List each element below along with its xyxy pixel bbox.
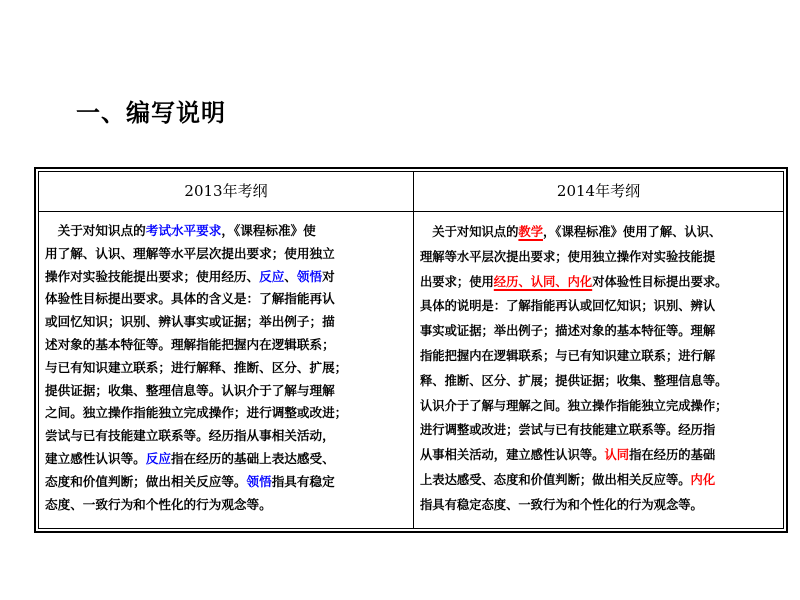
- text-run: 述对象的基本特征等。理解指能把握内在逻辑联系；: [45, 336, 335, 352]
- text-run: 用了解、认识、理解等水平层次提出要求；使用独立: [45, 245, 335, 261]
- text-run: 态度、一致行为和个性化的行为观念等。: [45, 496, 272, 512]
- text-line: [420, 220, 780, 245]
- text-line: [420, 394, 780, 419]
- text-line: [45, 357, 409, 380]
- text-run: 尝试与已有技能建立联系等。经历指从事相关活动，: [45, 428, 335, 444]
- text-line: [420, 245, 780, 270]
- text-line: [45, 448, 409, 471]
- highlight-blue: 领悟: [246, 473, 272, 489]
- text-run: 具体的说明是：了解指能再认或回忆知识；识别、辨认: [420, 298, 716, 314]
- text-line: [420, 443, 780, 468]
- cell-2013-text: [45, 220, 409, 516]
- highlight-blue: 反应: [259, 268, 285, 284]
- text-line: [45, 311, 409, 334]
- text-line: [420, 418, 780, 443]
- text-line: [45, 494, 409, 517]
- text-line: [45, 288, 409, 311]
- text-line: [420, 270, 780, 295]
- text-run: 出要求；使用: [420, 273, 494, 289]
- text-line: [45, 220, 409, 243]
- text-run: 关于对知识点的: [45, 223, 146, 238]
- text-run: 进行调整或改进；尝试与已有技能建立联系等。经历指: [420, 422, 716, 438]
- text-line: [45, 471, 409, 494]
- text-run: 事实或证据；举出例子；描述对象的基本特征等。理解: [420, 323, 716, 339]
- text-line: [420, 294, 780, 319]
- text-run: 操作对实验技能提出要求；使用经历、: [45, 268, 260, 284]
- text-run: 释、推断、区分、扩展；提供证据；收集、整理信息等。: [420, 372, 728, 388]
- text-run: 态度和价值判断；做出相关反应等。: [45, 473, 247, 489]
- text-run: 理解等水平层次提出要求；使用独立操作对实验技能提: [420, 248, 716, 264]
- text-line: [420, 493, 780, 518]
- text-line: [420, 319, 780, 344]
- text-run: 建立感性认识等。: [45, 450, 146, 466]
- text-line: [420, 369, 780, 394]
- column-divider: [413, 172, 414, 528]
- table-inner: [38, 171, 784, 529]
- highlight-red: 内化: [690, 471, 716, 487]
- header-2013: 2013年考纲: [184, 182, 268, 200]
- header-2014: 2014年考纲: [556, 182, 641, 200]
- text-run: ，《课程标准》使用了解、认识、: [543, 224, 722, 239]
- text-line: [45, 380, 409, 403]
- text-line: [420, 344, 780, 369]
- text-run: 指能把握内在逻辑联系；与已有知识建立联系；进行解: [420, 347, 716, 363]
- text-line: [45, 334, 409, 357]
- text-line: [45, 402, 409, 425]
- text-run: ，《课程标准》使: [221, 223, 316, 238]
- highlight-blue: 反应: [145, 450, 171, 466]
- text-run: 认识介于了解与理解之间。独立操作指能独立完成操作；: [420, 397, 728, 413]
- text-run: 指在经历的基础: [629, 447, 716, 463]
- text-line: [45, 266, 409, 289]
- header-divider: [39, 211, 783, 212]
- text-run: 对: [322, 268, 335, 284]
- highlight-red: 经历、认同、内化: [493, 273, 593, 289]
- highlight-blue: 领悟: [296, 268, 323, 284]
- text-line: [45, 425, 409, 448]
- text-run: 提供证据；收集、整理信息等。认识介于了解与理解: [45, 382, 335, 398]
- text-run: 从事相关活动，建立感性认识等。: [420, 447, 605, 463]
- text-run: 之间。独立操作指能独立完成操作；进行调整或改进；: [45, 405, 348, 421]
- text-run: 关于对知识点的: [420, 224, 519, 239]
- highlight-red: 认同: [604, 447, 630, 463]
- text-run: 对体验性目标提出要求。: [592, 273, 728, 289]
- text-run: 指具有稳定态度、一致行为和个性化的行为观念等。: [420, 496, 703, 512]
- text-run: 指具有稳定: [271, 473, 335, 489]
- comparison-table: [34, 167, 788, 533]
- text-run: 或回忆知识；识别、辨认事实或证据；举出例子；描: [45, 314, 335, 330]
- text-line: [420, 468, 780, 493]
- text-run: 体验性目标提出要求。具体的含义是：了解指能再认: [45, 291, 335, 307]
- cell-2014-text: [420, 220, 780, 518]
- text-run: 上表达感受、态度和价值判断；做出相关反应等。: [420, 471, 691, 487]
- text-run: 、: [284, 268, 297, 284]
- page-title: 一、编写说明: [76, 99, 226, 127]
- text-run: 指在经历的基础上表达感受、: [170, 450, 335, 466]
- text-run: 与已有知识建立联系；进行解释、推断、区分、扩展；: [45, 359, 348, 375]
- highlight-red: 教学: [518, 224, 543, 239]
- text-line: [45, 243, 409, 266]
- highlight-blue: 考试水平要求: [145, 223, 222, 238]
